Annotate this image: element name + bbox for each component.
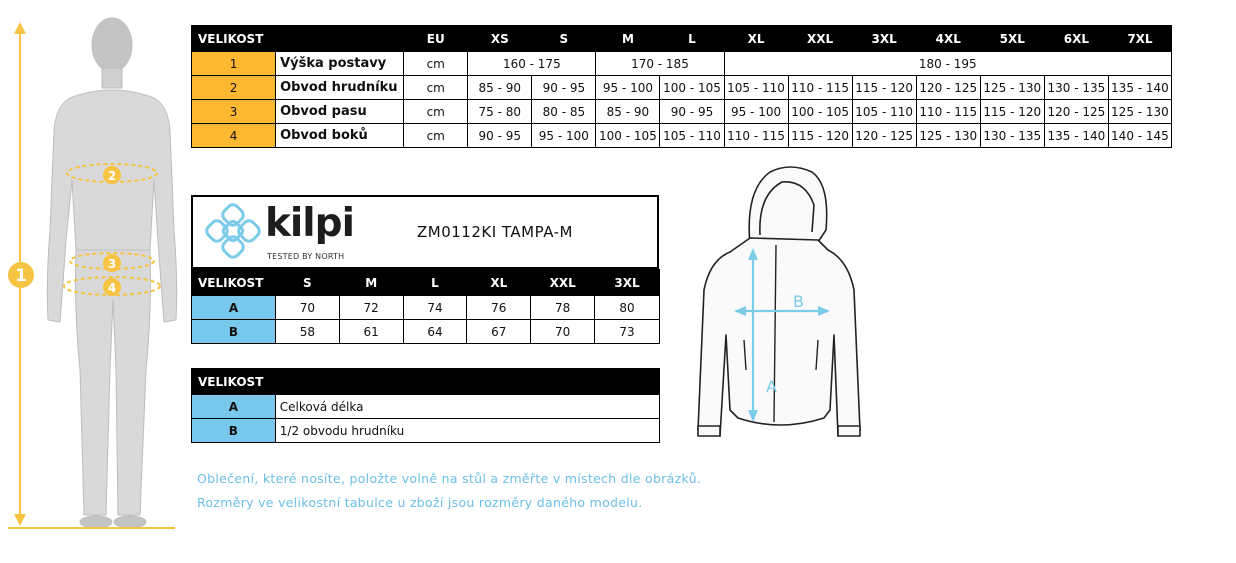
height-range-xl-7xl: 180 - 195 (724, 52, 1171, 76)
table-cell: 135 - 140 (1044, 124, 1108, 148)
header-xxl: XXL (531, 270, 595, 296)
table-cell: 120 - 125 (916, 76, 980, 100)
header-velikost: VELIKOST (192, 270, 276, 296)
header-5xl: 5XL (980, 26, 1044, 52)
header-3xl: 3XL (595, 270, 660, 296)
table-cell: 100 - 105 (788, 100, 852, 124)
row-unit: cm (404, 100, 468, 124)
table-cell: 73 (595, 320, 660, 344)
table-cell: 90 - 95 (468, 124, 532, 148)
table-cell: 85 - 90 (596, 100, 660, 124)
row-label: Obvod hrudníku (276, 76, 404, 100)
human-figure (0, 10, 185, 535)
table-cell: 105 - 110 (852, 100, 916, 124)
header-velikost: VELIKOST (192, 369, 660, 395)
table-cell: 72 (339, 296, 403, 320)
jacket-diagram (690, 160, 870, 460)
product-code: ZM0112KI TAMPA-M (417, 223, 573, 241)
table-cell: 110 - 115 (916, 100, 980, 124)
size-table (191, 25, 1172, 148)
legend-table (191, 368, 660, 443)
jacket-label-a: A (766, 377, 777, 396)
note-line-2: Rozměry ve velikostní tabulce u zboží jsou rozměry daného modelu. (197, 495, 643, 510)
header-eu: EU (404, 26, 468, 52)
model-table-header (192, 270, 660, 296)
table-cell: 125 - 130 (1108, 100, 1171, 124)
table-cell: 95 - 100 (596, 76, 660, 100)
row-number: 1 (192, 52, 276, 76)
header-s: S (532, 26, 596, 52)
table-cell: 74 (403, 296, 467, 320)
marker-1: 1 (15, 266, 27, 286)
table-cell: 70 (531, 320, 595, 344)
row-unit: cm (404, 124, 468, 148)
row-description: 1/2 obvodu hrudníku (275, 419, 659, 443)
table-cell: 78 (531, 296, 595, 320)
marker-4: 4 (107, 281, 117, 295)
model-size-table (191, 269, 660, 344)
row-number: 3 (192, 100, 276, 124)
header-m: M (339, 270, 403, 296)
table-cell: 67 (467, 320, 531, 344)
header-4xl: 4XL (916, 26, 980, 52)
header-velikost: VELIKOST (192, 26, 404, 52)
table-cell: 130 - 135 (1044, 76, 1108, 100)
row-key: A (192, 296, 276, 320)
row-key: A (192, 395, 276, 419)
table-cell: 110 - 115 (724, 124, 788, 148)
table-cell: 80 - 85 (532, 100, 596, 124)
brand-logo-text: kilpi (265, 201, 354, 246)
table-cell: 90 - 95 (532, 76, 596, 100)
table-row-b (192, 320, 660, 344)
marker-3: 3 (107, 257, 117, 271)
table-row-chest (192, 76, 1172, 100)
table-cell: 120 - 125 (1044, 100, 1108, 124)
header-l: L (403, 270, 467, 296)
table-cell: 110 - 115 (788, 76, 852, 100)
row-unit: cm (404, 76, 468, 100)
table-cell: 85 - 90 (468, 76, 532, 100)
header-s: S (275, 270, 339, 296)
table-row-b (192, 419, 660, 443)
row-number: 4 (192, 124, 276, 148)
table-cell: 140 - 145 (1108, 124, 1171, 148)
header-3xl: 3XL (852, 26, 916, 52)
table-cell: 70 (275, 296, 339, 320)
height-range-m-l: 170 - 185 (596, 52, 724, 76)
row-unit: cm (404, 52, 468, 76)
table-cell: 135 - 140 (1108, 76, 1171, 100)
table-cell: 58 (275, 320, 339, 344)
row-label: Obvod boků (276, 124, 404, 148)
table-row-height (192, 52, 1172, 76)
note-line-1: Oblečení, které nosíte, položte volně na stůl a změřte v místech dle obrázků. (197, 471, 702, 486)
table-cell: 105 - 110 (660, 124, 724, 148)
brand-tagline: TESTED BY NORTH (267, 252, 345, 261)
table-cell: 61 (339, 320, 403, 344)
jacket-label-b: B (793, 292, 804, 311)
header-xs: XS (468, 26, 532, 52)
table-cell: 125 - 130 (916, 124, 980, 148)
header-7xl: 7XL (1108, 26, 1171, 52)
row-label: Obvod pasu (276, 100, 404, 124)
row-key: B (192, 419, 276, 443)
header-xl: XL (467, 270, 531, 296)
product-card (191, 195, 659, 269)
table-cell: 130 - 135 (980, 124, 1044, 148)
table-cell: 100 - 105 (596, 124, 660, 148)
table-cell: 75 - 80 (468, 100, 532, 124)
table-cell: 76 (467, 296, 531, 320)
table-cell: 115 - 120 (788, 124, 852, 148)
row-description: Celková délka (275, 395, 659, 419)
table-cell: 80 (595, 296, 660, 320)
header-xl: XL (724, 26, 788, 52)
table-cell: 100 - 105 (660, 76, 724, 100)
table-row-a (192, 395, 660, 419)
kilpi-knot-logo-icon (205, 203, 261, 259)
table-cell: 95 - 100 (532, 124, 596, 148)
header-m: M (596, 26, 660, 52)
table-cell: 115 - 120 (980, 100, 1044, 124)
header-6xl: 6XL (1044, 26, 1108, 52)
row-number: 2 (192, 76, 276, 100)
header-l: L (660, 26, 724, 52)
height-range-xs-s: 160 - 175 (468, 52, 596, 76)
table-row-a (192, 296, 660, 320)
row-label: Výška postavy (276, 52, 404, 76)
header-xxl: XXL (788, 26, 852, 52)
marker-2: 2 (107, 169, 117, 183)
table-cell: 115 - 120 (852, 76, 916, 100)
legend-table-header (192, 369, 660, 395)
table-cell: 120 - 125 (852, 124, 916, 148)
table-cell: 90 - 95 (660, 100, 724, 124)
table-row-waist (192, 100, 1172, 124)
size-table-header (192, 26, 1172, 52)
table-cell: 64 (403, 320, 467, 344)
table-row-hips (192, 124, 1172, 148)
table-cell: 95 - 100 (724, 100, 788, 124)
table-cell: 125 - 130 (980, 76, 1044, 100)
row-key: B (192, 320, 276, 344)
table-cell: 105 - 110 (724, 76, 788, 100)
